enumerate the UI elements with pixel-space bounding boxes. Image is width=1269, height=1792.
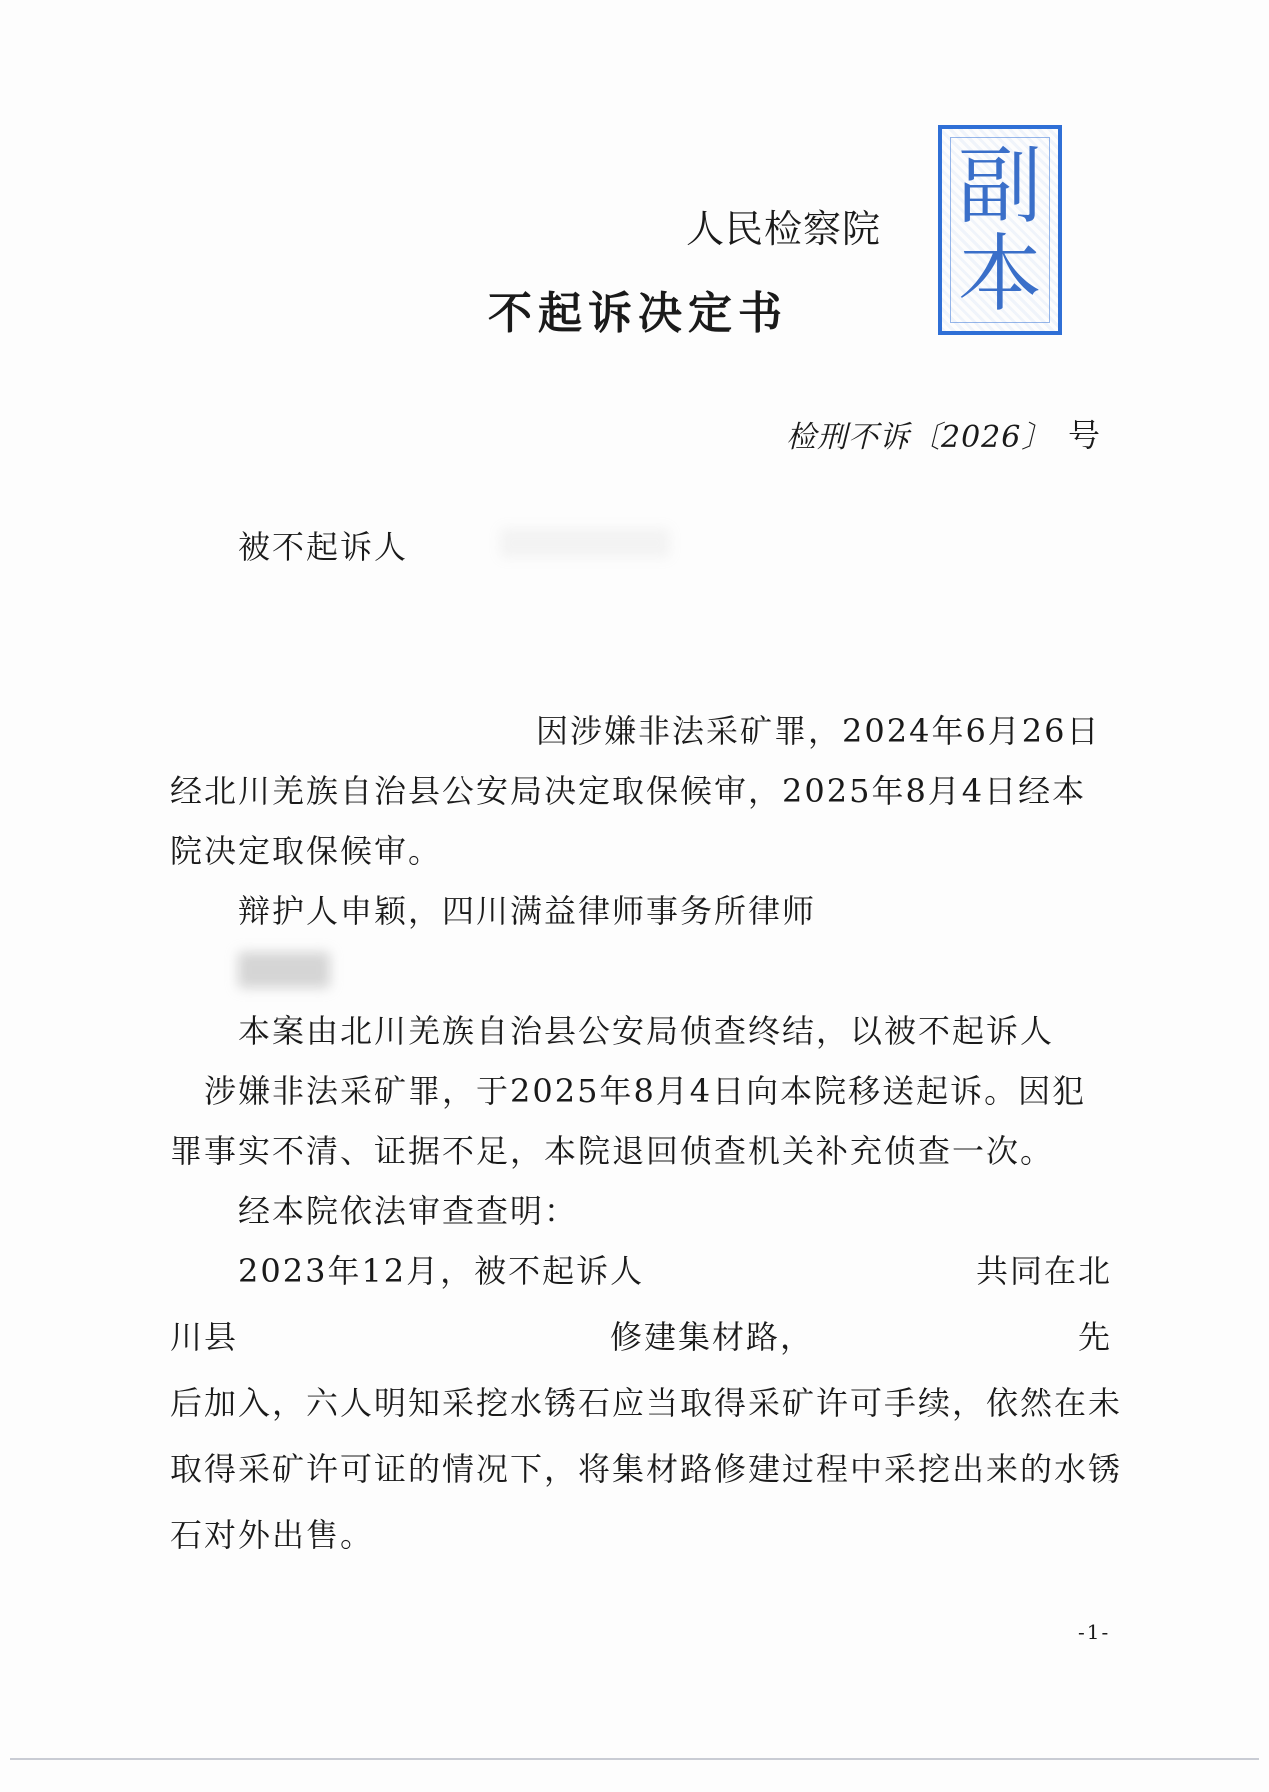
copy-stamp bbox=[938, 125, 1062, 335]
body-line-10: 2023年12月，被不起诉人 bbox=[238, 1252, 645, 1290]
body-line-12: 后加入，六人明知采挖水锈石应当取得采矿许可手续，依然在未 bbox=[170, 1384, 1123, 1422]
body-line-7: 涉嫌非法采矿罪，于2025年8月4日向本院移送起诉。因犯 bbox=[204, 1072, 1087, 1110]
document-number-suffix: 号 bbox=[1068, 416, 1101, 454]
document-title: 不起诉决定书 bbox=[488, 288, 788, 339]
body-line-10b: 共同在北 bbox=[976, 1252, 1113, 1290]
document-number: 检刑不诉〔2026〕 bbox=[786, 420, 1053, 455]
body-line-2: 因涉嫌非法采矿罪，2024年6月26日 bbox=[536, 712, 1101, 750]
redaction-1 bbox=[500, 528, 670, 558]
stamp-char-2: 本 bbox=[957, 225, 1042, 323]
body-line-11c: 先 bbox=[1078, 1318, 1113, 1356]
body-line-5: 辩护人申颖，四川满益律师事务所律师 bbox=[238, 892, 817, 930]
page-bottom-edge bbox=[10, 1758, 1259, 1760]
body-line-4: 院决定取保候审。 bbox=[170, 832, 443, 870]
page-number: -1- bbox=[1078, 1620, 1111, 1644]
redaction-2 bbox=[238, 952, 330, 988]
body-line-11b: 修建集材路， bbox=[610, 1318, 815, 1356]
body-line-11: 川县 bbox=[170, 1318, 239, 1356]
organization-name: 人民检察院 bbox=[686, 207, 882, 251]
body-line-6: 本案由北川羌族自治县公安局侦查终结，以被不起诉人 bbox=[238, 1012, 1055, 1050]
body-line-14: 石对外出售。 bbox=[170, 1516, 375, 1554]
body-line-3: 经北川羌族自治县公安局决定取保候审，2025年8月4日经本 bbox=[170, 772, 1087, 810]
body-line-1: 被不起诉人 bbox=[238, 528, 409, 566]
body-line-13: 取得采矿许可证的情况下，将集材路修建过程中采挖出来的水锈 bbox=[170, 1450, 1123, 1488]
body-line-8: 罪事实不清、证据不足，本院退回侦查机关补充侦查一次。 bbox=[170, 1132, 1055, 1170]
body-line-9: 经本院依法审查查明： bbox=[238, 1192, 579, 1230]
stamp-char-1: 副 bbox=[957, 137, 1042, 235]
copy-stamp-inner bbox=[950, 137, 1050, 323]
